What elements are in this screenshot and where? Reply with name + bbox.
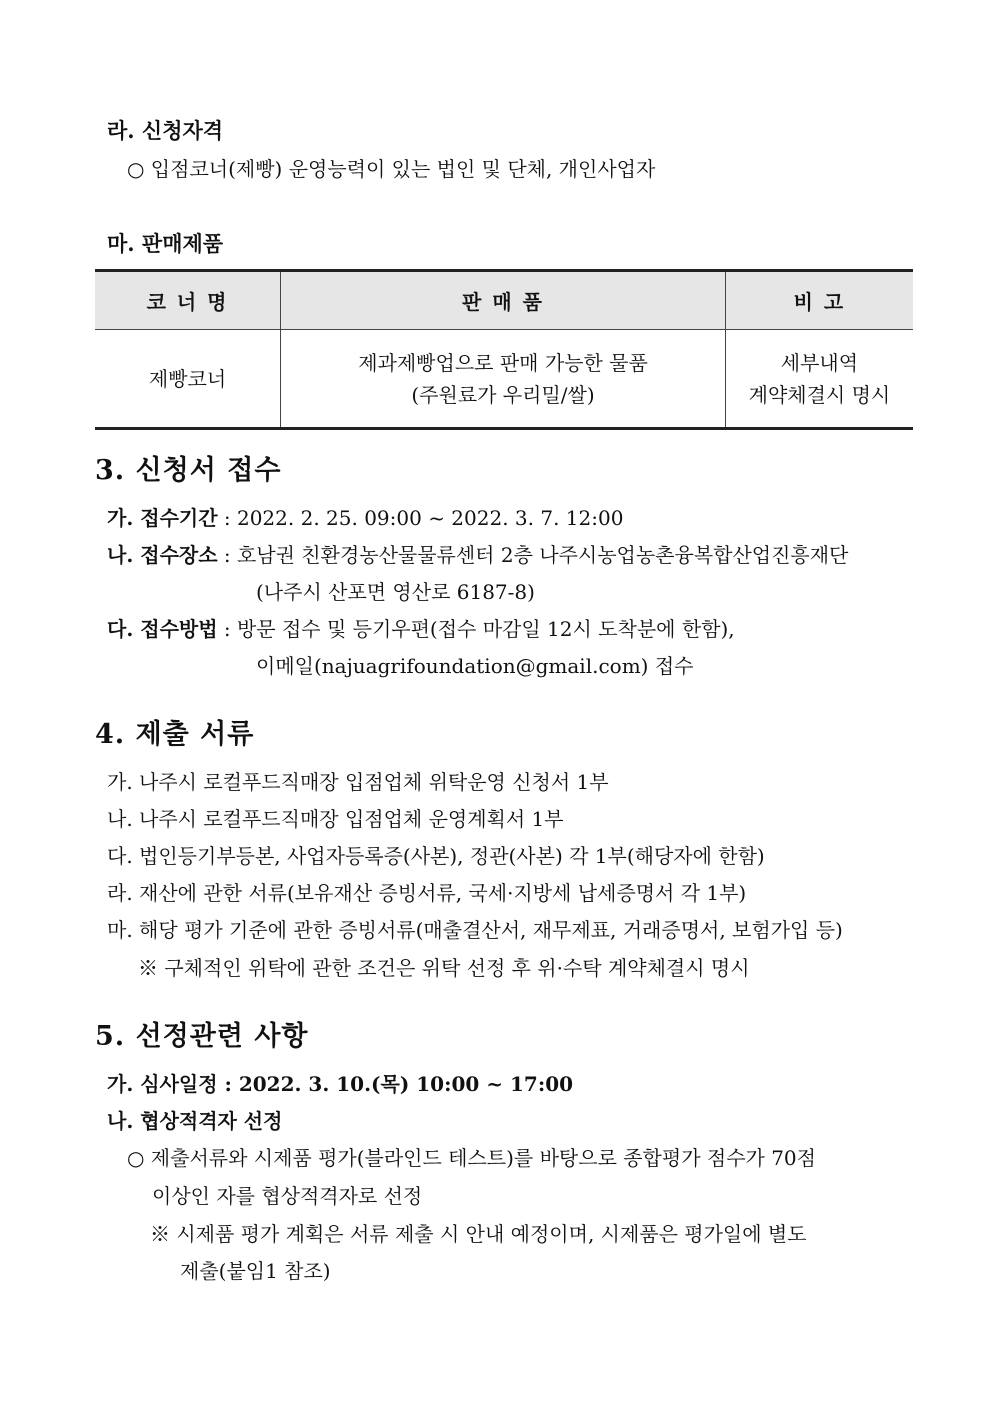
list-item: 마. 해당 평가 기준에 관한 증빙서류(매출결산서, 재무제표, 거래증명서, 보험가입 등) <box>107 918 843 942</box>
eligibility-item: ○ 입점코너(제빵) 운영능력이 있는 법인 및 단체, 개인사업자 <box>127 157 656 181</box>
cell-products <box>281 330 726 429</box>
header-products: 판 매 품 <box>281 271 726 330</box>
period-value: : 2022. 2. 25. 09:00 ~ 2022. 3. 7. 12:00 <box>217 506 624 530</box>
selection-line2: 이상인 자를 협상적격자로 선정 <box>152 1184 423 1208</box>
section4-note: ※ 구체적인 위탁에 관한 조건은 위탁 선정 후 위·수탁 계약체결시 명시 <box>138 956 750 980</box>
cell-products-line2: (주원료가 우리밀/쌀) <box>411 382 595 407</box>
place-label: 나. 접수장소 <box>107 543 218 567</box>
header-remarks: 비 고 <box>725 271 913 330</box>
selection-line1: ○ 제출서류와 시제품 평가(블라인드 테스트)를 바탕으로 종합평가 점수가 70점 <box>127 1146 816 1170</box>
cell-remarks <box>725 330 913 429</box>
table-row <box>95 330 913 429</box>
method-line <box>107 613 735 642</box>
section3-title: 3. 신청서 접수 <box>95 455 282 486</box>
eligibility-heading: 라. 신청자격 <box>107 118 224 143</box>
place-address: (나주시 산포면 영산로 6187-8) <box>256 580 535 604</box>
list-item: 라. 재산에 관한 서류(보유재산 증빙서류, 국세·지방세 납세증명서 각 1부) <box>107 881 747 905</box>
products-table <box>95 269 913 430</box>
products-heading: 마. 판매제품 <box>107 231 224 256</box>
list-item: 나. 나주시 로컬푸드직매장 입점업체 운영계획서 1부 <box>107 807 564 831</box>
list-item: 다. 법인등기부등본, 사업자등록증(사본), 정관(사본) 각 1부(해당자에 한함) <box>107 844 765 868</box>
method-label: 다. 접수방법 <box>107 617 218 641</box>
table-header-row <box>95 271 913 330</box>
list-item: 가. 나주시 로컬푸드직매장 입점업체 위탁운영 신청서 1부 <box>107 770 609 794</box>
review-schedule: 가. 심사일정 : 2022. 3. 10.(목) 10:00 ~ 17:00 <box>107 1072 574 1096</box>
sample-note-line2: 제출(붙임1 참조) <box>180 1259 331 1283</box>
selection-heading: 나. 협상적격자 선정 <box>107 1109 283 1133</box>
cell-remarks-line1: 세부내역 <box>780 350 859 375</box>
method-value: : 방문 접수 및 등기우편(접수 마감일 12시 도착분에 한함), <box>217 617 735 641</box>
cell-products-line1: 제과제빵업으로 판매 가능한 물품 <box>358 350 648 375</box>
sample-note-line1: ※ 시제품 평가 계획은 서류 제출 시 안내 예정이며, 시제품은 평가일에 별도 <box>150 1222 807 1246</box>
header-corner-name: 코 너 명 <box>95 271 281 330</box>
cell-remarks-line2: 계약체결시 명시 <box>748 382 891 407</box>
method-email: 이메일(najuagrifoundation@gmail.com) 접수 <box>256 654 694 678</box>
place-line <box>107 539 848 568</box>
period-line <box>107 502 623 531</box>
section4-title: 4. 제출 서류 <box>95 719 255 750</box>
cell-corner: 제빵코너 <box>95 330 281 429</box>
place-value: : 호남권 친환경농산물물류센터 2층 나주시농업농촌융복합산업진흥재단 <box>217 543 849 567</box>
period-label: 가. 접수기간 <box>107 506 218 530</box>
section5-title: 5. 선정관련 사항 <box>95 1021 309 1052</box>
